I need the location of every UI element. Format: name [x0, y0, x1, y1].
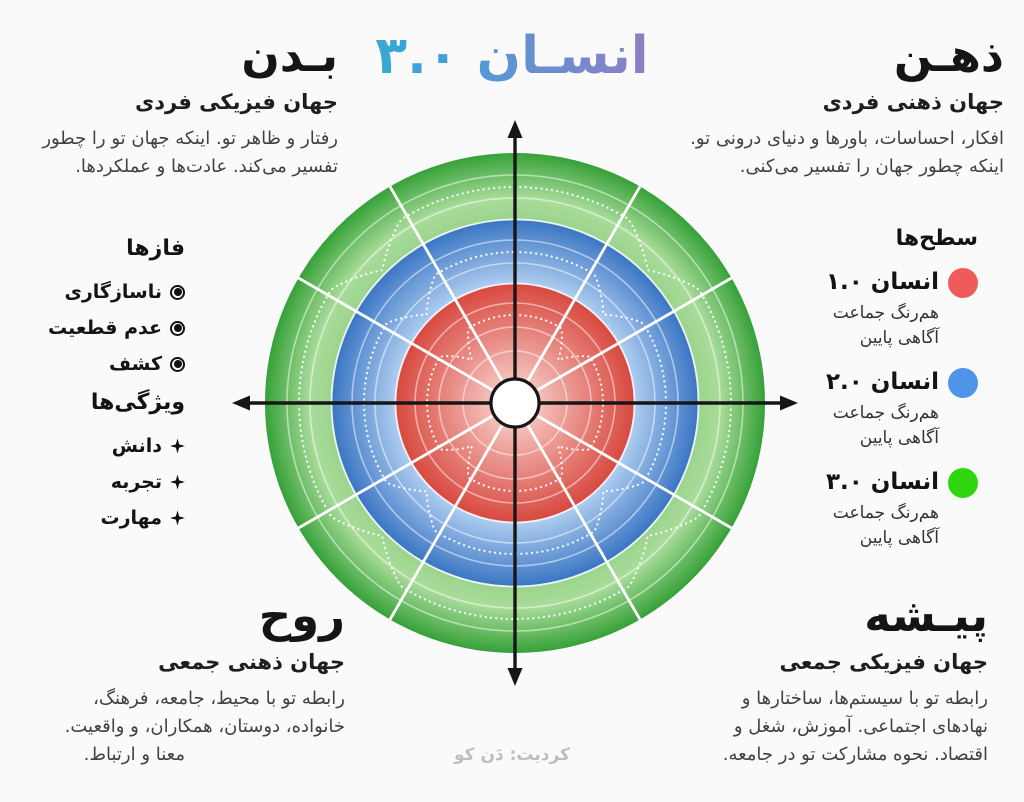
section-vocation-heading: پیـشه — [864, 589, 988, 642]
axis-arrowhead-icon — [508, 668, 523, 686]
section-mind-subheading: جهان ذهنی فردی — [822, 89, 1004, 114]
fisheye-bullet-icon — [170, 321, 185, 336]
feature-label: تجربه — [110, 471, 162, 493]
section-vocation-subheading: جهان فیزیکی جمعی — [779, 649, 988, 674]
four-pointed-star-icon — [170, 511, 185, 526]
fisheye-bullet-icon — [170, 357, 185, 372]
feature-label: دانش — [111, 435, 162, 457]
text-line: رفتار و ظاهر تو. اینکه جهان تو را چطور — [42, 127, 338, 149]
phase-label: عدم قطعیت — [47, 317, 162, 339]
list-item — [91, 428, 185, 464]
text-line: اقتصاد. نحوه مشارکت تو در جامعه. — [722, 743, 988, 765]
level-label: انسان ۱.۰ — [825, 269, 939, 296]
text-line: تفسیر می‌کند. عادت‌ها و عملکردها. — [75, 155, 338, 177]
page-title: انسـان ۳.۰ — [0, 24, 1024, 89]
text-line: رابطه تو با محیط، جامعه، فرهنگ، — [93, 687, 345, 709]
section-mind-heading: ذهـن — [893, 29, 1004, 82]
text-line: معنا و ارتباط. — [83, 743, 185, 765]
phase-label: ناسازگاری — [64, 281, 162, 303]
levels-legend — [826, 226, 978, 568]
list-item — [48, 274, 185, 310]
phases-heading: فازها — [126, 236, 185, 261]
center-hole — [491, 379, 539, 427]
level-subtext: هم‌رنگ جماعت — [832, 402, 939, 423]
legend-item-human-2 — [826, 368, 978, 451]
level-label: انسان ۲.۰ — [825, 369, 939, 396]
levels-heading: سطح‌ها — [895, 226, 978, 251]
level-subtext: آگاهی پایین — [859, 327, 939, 348]
phase-label: کشف — [108, 353, 162, 375]
text-line: رابطه تو با سیستم‌ها، ساختارها و — [741, 687, 988, 709]
list-item — [91, 464, 185, 500]
level-subtext: آگاهی پایین — [859, 527, 939, 548]
credit-text: کردیت: دَن کو — [454, 745, 570, 765]
features-list — [91, 390, 185, 536]
phases-list — [48, 236, 185, 382]
section-spirit-heading: روح — [258, 589, 345, 642]
level-1-dot-icon — [948, 268, 978, 298]
four-pointed-star-icon — [170, 439, 185, 454]
legend-item-human-1 — [826, 268, 978, 351]
level-subtext: هم‌رنگ جماعت — [832, 303, 939, 323]
text-line: نهادهای اجتماعی. آموزش، شغل و — [733, 715, 988, 737]
legend-item-human-3 — [826, 468, 978, 551]
level-label: انسان ۳.۰ — [825, 468, 939, 495]
list-item — [48, 310, 185, 346]
text-line: اینکه چطور جهان را تفسیر می‌کنی. — [739, 155, 1004, 177]
level-subtext: آگاهی پایین — [859, 427, 939, 448]
features-heading: ویژگی‌ها — [90, 390, 185, 415]
axis-arrowhead-icon — [780, 396, 798, 411]
section-body-heading: بـدن — [241, 29, 338, 82]
level-2-dot-icon — [948, 368, 978, 398]
four-pointed-star-icon — [170, 475, 185, 490]
feature-label: مهارت — [100, 507, 162, 529]
concentric-wheel-diagram — [225, 113, 805, 693]
list-item — [91, 500, 185, 536]
fisheye-bullet-icon — [170, 285, 185, 300]
list-item — [48, 346, 185, 382]
level-subtext: هم‌رنگ جماعت — [832, 502, 939, 523]
text-line: افکار، احساسات، باورها و دنیای درونی تو. — [690, 127, 1004, 149]
section-spirit-subheading: جهان ذهنی جمعی — [158, 649, 345, 674]
text-line: خانواده، دوستان، همکاران، و واقعیت. — [64, 715, 345, 737]
axis-arrowhead-icon — [508, 120, 523, 138]
section-body-subheading: جهان فیزیکی فردی — [135, 89, 338, 114]
level-3-dot-icon — [948, 468, 978, 498]
axis-arrowhead-icon — [232, 396, 250, 411]
